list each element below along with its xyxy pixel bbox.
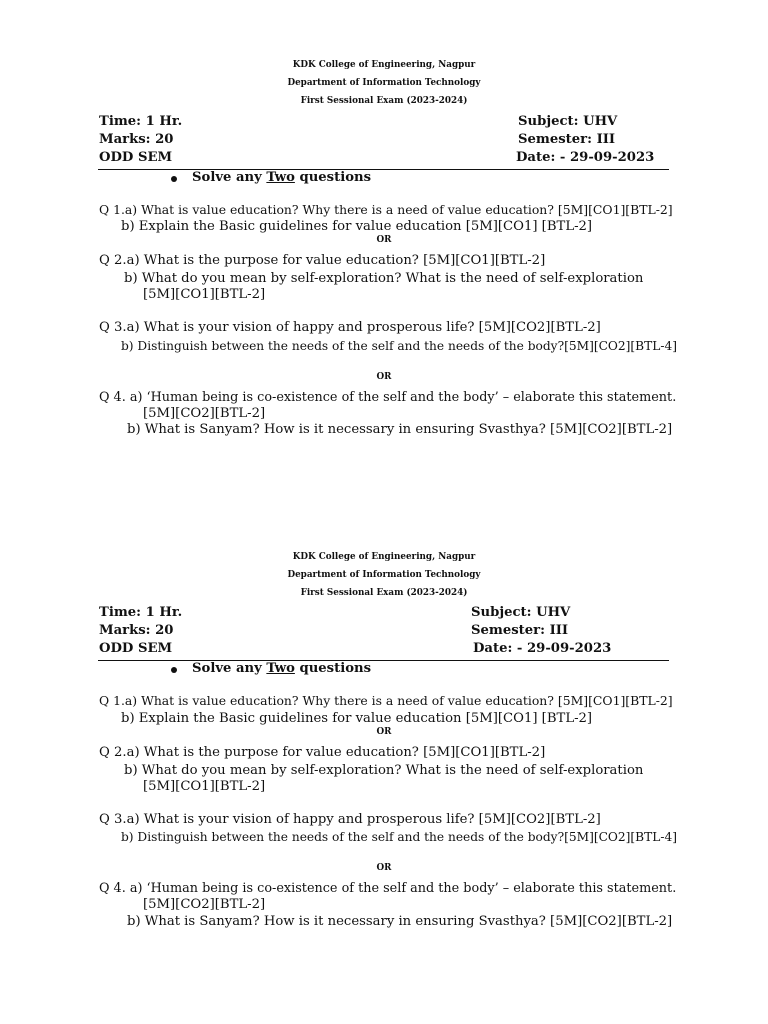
question-1b: b) Explain the Basic guidelines for value education [5M][CO1] [BTL-2]: [121, 711, 593, 726]
question-4a-marks: [5M][CO2][BTL-2]: [143, 897, 266, 912]
question-3a: Q 3.a) What is your vision of happy and prosperous life? [5M][CO2][BTL-2]: [99, 320, 601, 335]
question-3a: Q 3.a) What is your vision of happy and prosperous life? [5M][CO2][BTL-2]: [99, 812, 601, 827]
college-name: KDK College of Engineering, Nagpur: [292, 552, 476, 562]
college-name: KDK College of Engineering, Nagpur: [292, 60, 476, 70]
or-separator: OR: [376, 863, 392, 873]
question-4a-marks: [5M][CO2][BTL-2]: [143, 406, 266, 421]
instruction: Solve any Two questions: [192, 661, 372, 676]
exam-date: Date: - 29-09-2023: [516, 150, 655, 165]
exam-time: Time: 1 Hr.: [99, 114, 183, 129]
bullet-icon: [171, 176, 177, 182]
header-divider: [98, 660, 669, 661]
header-divider: [98, 169, 669, 170]
instruction: Solve any Two questions: [192, 170, 372, 185]
exam-marks: Marks: 20: [99, 132, 174, 147]
question-1b: b) Explain the Basic guidelines for value education [5M][CO1] [BTL-2]: [121, 219, 593, 234]
or-separator: OR: [376, 235, 392, 245]
or-separator: OR: [376, 727, 392, 737]
or-separator: OR: [376, 372, 392, 382]
question-paper-2: [0, 550, 768, 950]
exam-marks: Marks: 20: [99, 623, 174, 638]
question-2b-marks: [5M][CO1][BTL-2]: [143, 287, 266, 302]
exam-subject: Subject: UHV: [518, 114, 618, 129]
question-2a: Q 2.a) What is the purpose for value education? [5M][CO1][BTL-2]: [99, 253, 546, 268]
question-4a: Q 4. a) ‘Human being is co-existence of the self and the body’ – elaborate this statement.: [99, 881, 677, 896]
exam-date: Date: - 29-09-2023: [473, 641, 612, 656]
question-2b: b) What do you mean by self-exploration? What is the need of self-exploration: [124, 271, 644, 286]
exam-title: First Sessional Exam (2023-2024): [300, 588, 468, 598]
question-4a: Q 4. a) ‘Human being is co-existence of the self and the body’ – elaborate this statement.: [99, 390, 677, 405]
exam-semester: Semester: III: [518, 132, 616, 147]
department-name: Department of Information Technology: [287, 570, 481, 580]
semester-type: ODD SEM: [99, 150, 173, 165]
question-2a: Q 2.a) What is the purpose for value education? [5M][CO1][BTL-2]: [99, 745, 546, 760]
question-3b: b) Distinguish between the needs of the self and the needs of the body?[5M][CO2][BTL-4]: [121, 339, 677, 353]
question-4b: b) What is Sanyam? How is it necessary in ensuring Svasthya? [5M][CO2][BTL-2]: [127, 914, 673, 929]
semester-type: ODD SEM: [99, 641, 173, 656]
exam-semester: Semester: III: [471, 623, 569, 638]
question-2b-marks: [5M][CO1][BTL-2]: [143, 779, 266, 794]
question-1a: Q 1.a) What is value education? Why there is a need of value education? [5M][CO1][BTL-2]: [99, 693, 673, 708]
question-3b: b) Distinguish between the needs of the self and the needs of the body?[5M][CO2][BTL-4]: [121, 830, 677, 844]
exam-title: First Sessional Exam (2023-2024): [300, 96, 468, 106]
question-2b: b) What do you mean by self-exploration? What is the need of self-exploration: [124, 763, 644, 778]
exam-time: Time: 1 Hr.: [99, 605, 183, 620]
bullet-icon: [171, 667, 177, 673]
question-1a: Q 1.a) What is value education? Why there is a need of value education? [5M][CO1][BTL-2]: [99, 202, 673, 217]
department-name: Department of Information Technology: [287, 78, 481, 88]
question-paper-1: [0, 58, 768, 458]
exam-subject: Subject: UHV: [471, 605, 571, 620]
question-4b: b) What is Sanyam? How is it necessary in ensuring Svasthya? [5M][CO2][BTL-2]: [127, 422, 673, 437]
